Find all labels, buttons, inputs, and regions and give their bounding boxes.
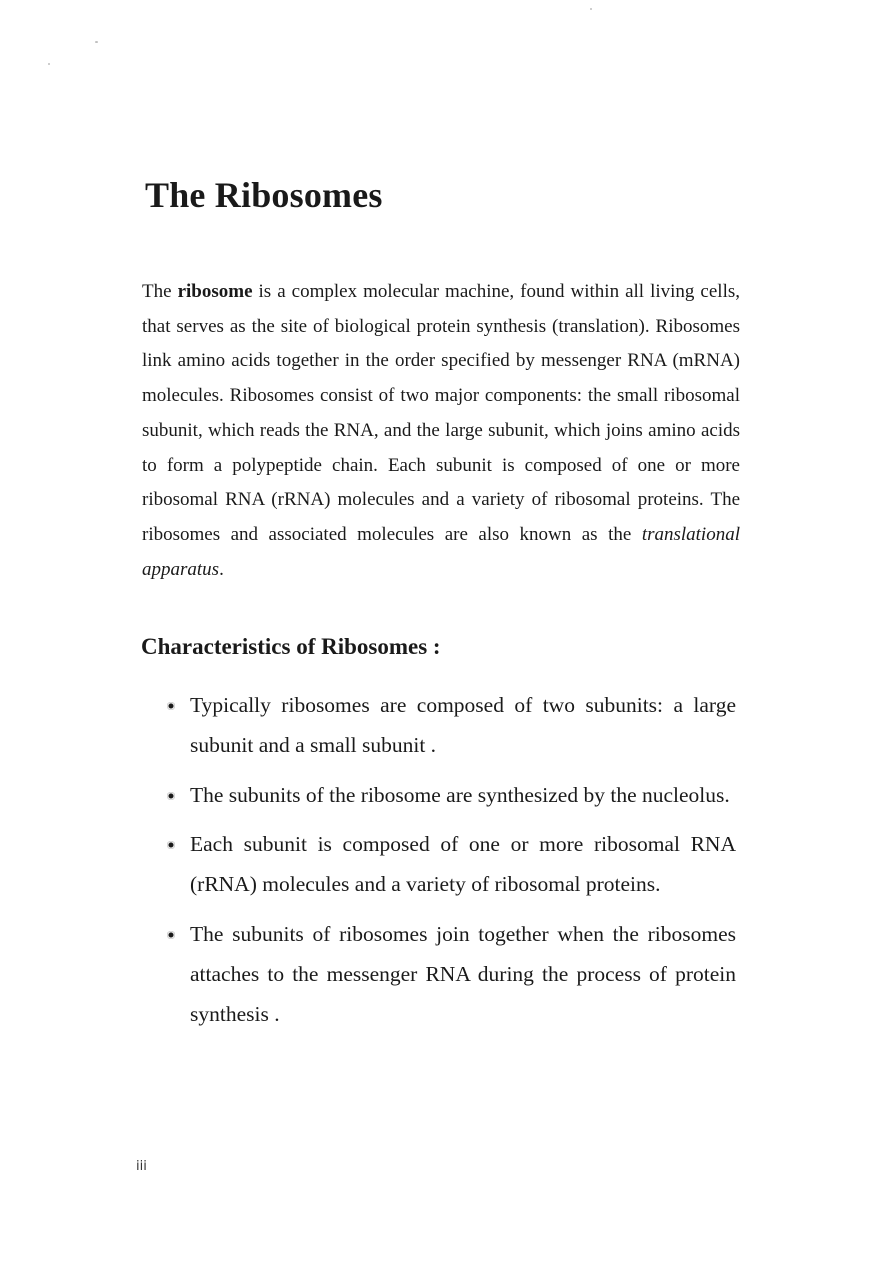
list-item-text: The subunits of the ribosome are synthesized by the nucleolus. [190, 782, 730, 807]
scan-speck [95, 41, 98, 43]
list-item [160, 686, 736, 766]
scan-speck [590, 8, 592, 10]
bullet-icon [167, 792, 175, 800]
intro-paragraph [142, 275, 740, 587]
list-item [160, 776, 736, 816]
scan-speck [48, 63, 50, 65]
bullet-icon [167, 841, 175, 849]
list-item [160, 915, 736, 1034]
section-heading: Characteristics of Ribosomes : [141, 634, 441, 659]
intro-term: ribosome [177, 281, 253, 302]
list-item-text: Each subunit is composed of one or more ribosomal RNA (rRNA) molecules and a variety of ribosomal proteins. [190, 832, 736, 897]
bullet-icon [167, 931, 175, 939]
list-item-text: Typically ribosomes are composed of two subunits: a large subunit and a small subunit . [190, 693, 736, 757]
list-item [160, 825, 736, 905]
characteristics-list [160, 686, 736, 1044]
intro-body: is a complex molecular machine, found within all living cells, that serves as the site of biological protein synthesis (translation). Ribosomes link amino acids together in the order specified by messenger RNA (mRNA) molecules. Ribosomes consist of two major components: the small ribosomal subunit, which reads the RNA, and the large subunit, which joins amino acids to form a polypeptide chain. Each subunit is composed of one or more ribosomal RNA (rRNA) molecules and a variety of ribosomal proteins. The ribosomes and associated molecules are also known as the [142, 281, 740, 545]
intro-tail: . [219, 558, 224, 580]
intro-lead: The [142, 281, 178, 302]
list-item-text: The subunits of ribosomes join together when the ribosomes attaches to the messenger RNA during the process of protein synthesis . [190, 921, 736, 1026]
intro-italic-term: translational apparatus [142, 523, 740, 580]
page-number: iii [136, 1159, 147, 1174]
bullet-icon [167, 702, 175, 710]
page-title: The Ribosomes [145, 175, 383, 215]
